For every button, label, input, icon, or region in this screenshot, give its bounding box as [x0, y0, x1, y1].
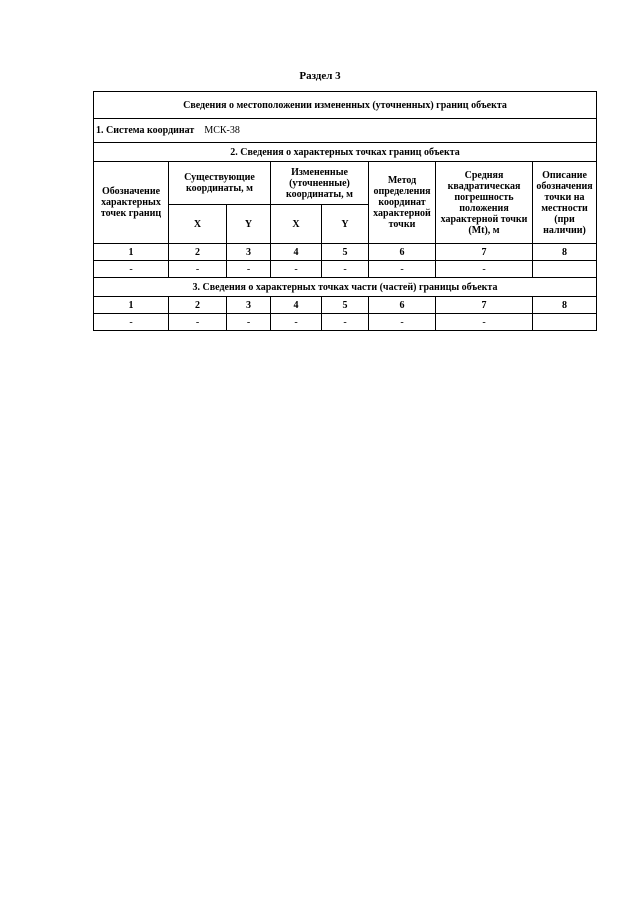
table-cell: [533, 261, 597, 278]
table-row: [94, 261, 597, 278]
table-cell: 7: [436, 244, 533, 261]
table-cell: -: [169, 261, 227, 278]
table-cell: 5: [322, 244, 369, 261]
table-cell: 7: [436, 297, 533, 314]
header-changed-x: X: [271, 205, 322, 244]
header-existing-y: Y: [227, 205, 271, 244]
header-designation: Обозначение характерных точек границ: [94, 162, 169, 244]
section-title: Раздел 3: [299, 70, 341, 82]
header-changed-y: Y: [322, 205, 369, 244]
table-cell: 6: [369, 297, 436, 314]
table-cell: -: [271, 261, 322, 278]
table-title: Сведения о местоположении измененных (уточненных) границ объекта: [94, 92, 597, 119]
table-cell: -: [369, 261, 436, 278]
table-cell: -: [322, 261, 369, 278]
header-error: Средняя квадратическая погрешность положения характерной точки (Mt), м: [436, 162, 533, 244]
table-cell: 4: [271, 297, 322, 314]
table-cell: 2: [169, 244, 227, 261]
table-cell: 2: [169, 297, 227, 314]
table-cell: 1: [94, 297, 169, 314]
column-number-row: [94, 297, 597, 314]
table-cell: 4: [271, 244, 322, 261]
coordinate-system-row: [94, 119, 597, 143]
table-cell: 1: [94, 244, 169, 261]
header-changed-coordinates: Измененные (уточненные) координаты, м: [271, 162, 369, 205]
table-cell: -: [227, 261, 271, 278]
part2-title: 2. Сведения о характерных точках границ объекта: [94, 143, 597, 162]
boundary-table: [93, 91, 597, 331]
table-cell: -: [94, 261, 169, 278]
table-cell: 8: [533, 297, 597, 314]
table-cell: [533, 314, 597, 331]
table-row: [94, 314, 597, 331]
table-cell: 3: [227, 244, 271, 261]
table-cell: -: [169, 314, 227, 331]
table-cell: -: [94, 314, 169, 331]
table-cell: -: [369, 314, 436, 331]
header-method: Метод определения координат характерной точки: [369, 162, 436, 244]
part3-title: 3. Сведения о характерных точках части (частей) границы объекта: [94, 278, 597, 297]
table-cell: 8: [533, 244, 597, 261]
table-cell: -: [436, 261, 533, 278]
table-cell: -: [227, 314, 271, 331]
table-cell: 3: [227, 297, 271, 314]
table-cell: -: [271, 314, 322, 331]
table-cell: 5: [322, 297, 369, 314]
column-number-row: [94, 244, 597, 261]
header-existing-x: X: [169, 205, 227, 244]
coordinate-system-value: МСК-38: [204, 125, 240, 136]
table-cell: -: [322, 314, 369, 331]
coordinate-system-label: 1. Система координат: [96, 125, 195, 136]
table-cell: -: [436, 314, 533, 331]
table-cell: 6: [369, 244, 436, 261]
header-description: Описание обозначения точки на местности (при наличии): [533, 162, 597, 244]
header-existing-coordinates: Существующие координаты, м: [169, 162, 271, 205]
